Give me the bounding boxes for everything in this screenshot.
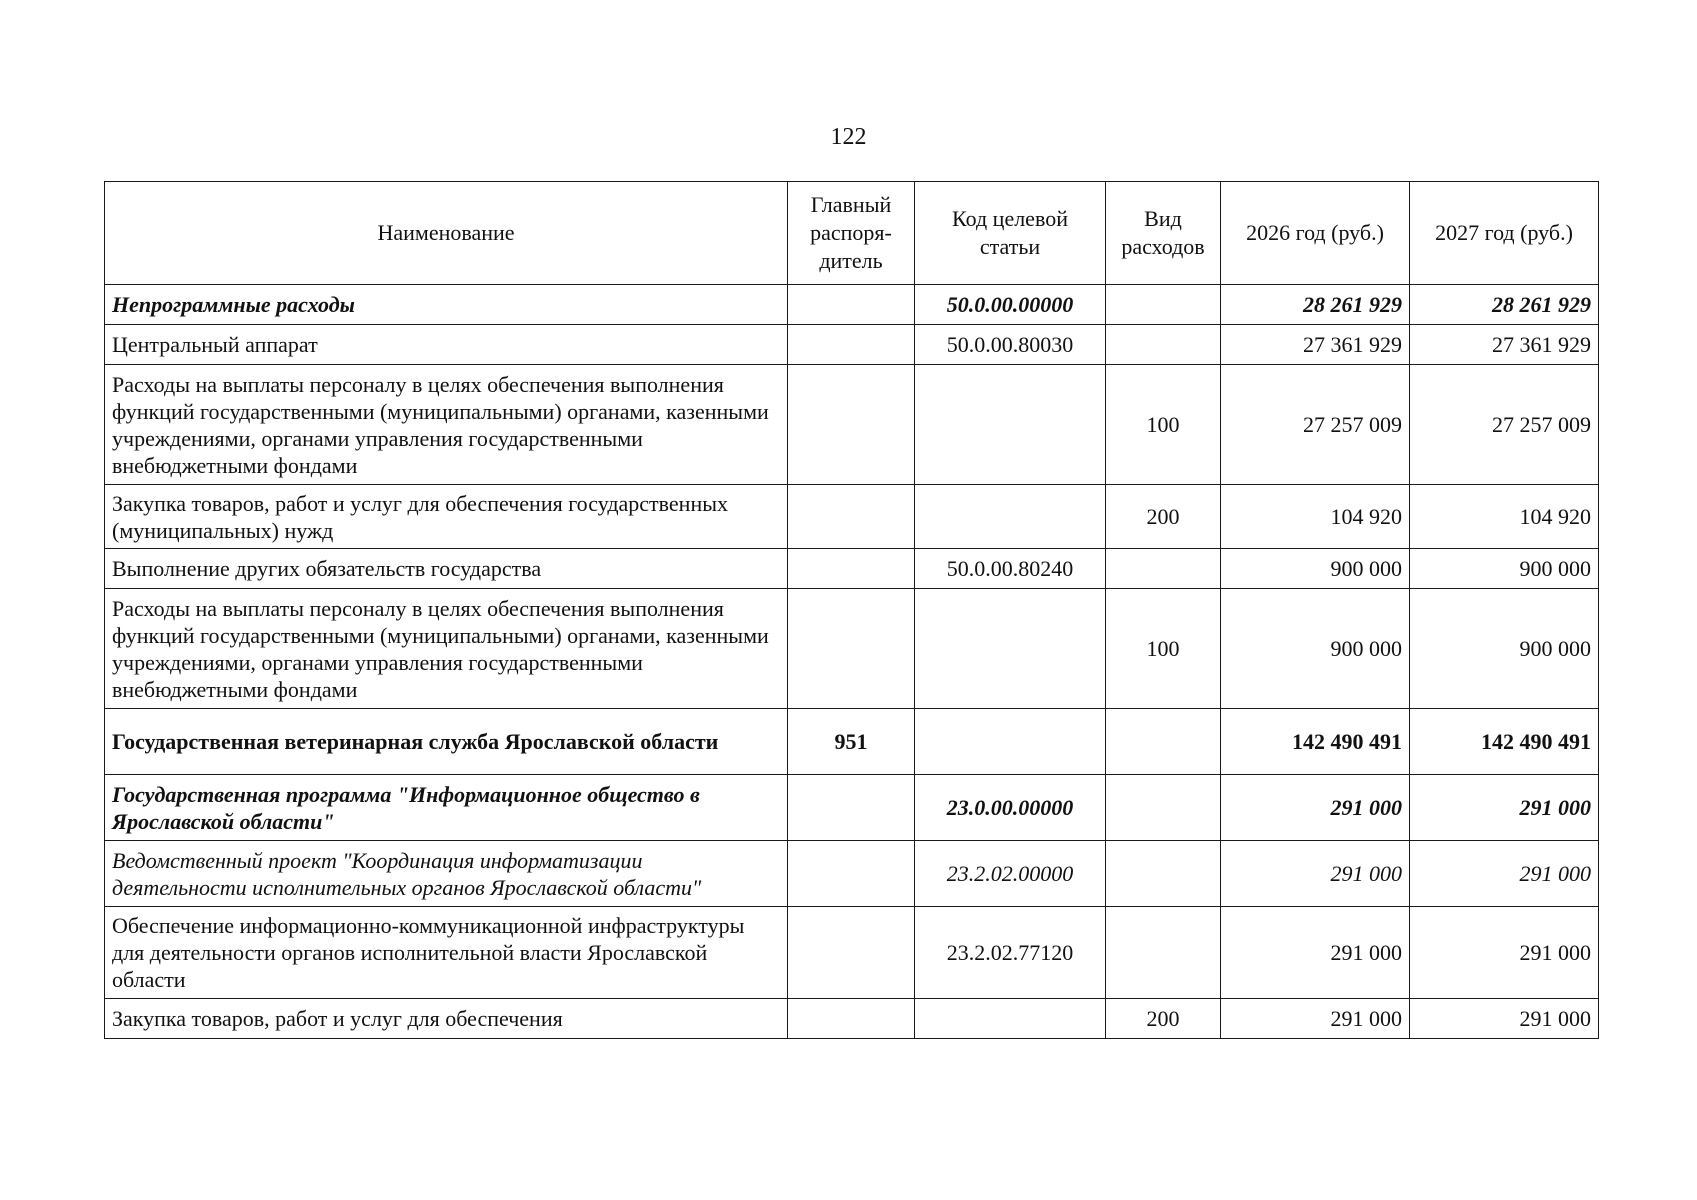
cell-expense-type [1106,285,1221,325]
cell-name: Расходы на выплаты персоналу в целях обеспечения выполнения функций государственными (муниципальными) органами, казенными учреждениями, органами управления государственными внебюджетными фондами [105,589,788,709]
cell-chief-manager [788,907,915,999]
cell-target-code [915,709,1106,775]
cell-chief-manager [788,485,915,549]
cell-chief-manager [788,589,915,709]
cell-expense-type: 100 [1106,589,1221,709]
cell-name: Расходы на выплаты персоналу в целях обеспечения выполнения функций государственными (муниципальными) органами, казенными учреждениями, органами управления государственными внебюджетными фондами [105,365,788,485]
page-number: 122 [830,124,867,150]
table-row [105,841,1599,907]
cell-expense-type: 100 [1106,365,1221,485]
cell-year-2027: 900 000 [1410,589,1599,709]
cell-year-2026: 291 000 [1221,775,1410,841]
table-row [105,485,1599,549]
cell-expense-type [1106,907,1221,999]
header-expense-type: Вид расходов [1106,182,1221,285]
table-row [105,365,1599,485]
cell-year-2026: 291 000 [1221,841,1410,907]
cell-year-2026: 900 000 [1221,549,1410,589]
cell-expense-type [1106,549,1221,589]
cell-expense-type [1106,841,1221,907]
cell-year-2026: 27 361 929 [1221,325,1410,365]
cell-year-2026: 28 261 929 [1221,285,1410,325]
cell-name: Выполнение других обязательств государства [105,549,788,589]
cell-expense-type [1106,709,1221,775]
cell-chief-manager [788,325,915,365]
cell-name: Обеспечение информационно-коммуникационной инфраструктуры для деятельности органов исполнительной власти Ярославской области [105,907,788,999]
cell-year-2026: 104 920 [1221,485,1410,549]
cell-name: Закупка товаров, работ и услуг для обеспечения государственных (муниципальных) нужд [105,485,788,549]
cell-year-2027: 142 490 491 [1410,709,1599,775]
table-row [105,709,1599,775]
cell-year-2027: 900 000 [1410,549,1599,589]
cell-name: Государственная программа "Информационное общество в Ярославской области" [105,775,788,841]
cell-chief-manager [788,775,915,841]
cell-year-2026: 291 000 [1221,907,1410,999]
cell-chief-manager [788,999,915,1039]
table-row [105,589,1599,709]
cell-expense-type [1106,325,1221,365]
cell-year-2026: 900 000 [1221,589,1410,709]
header-year-2027: 2027 год (руб.) [1410,182,1599,285]
budget-table [104,181,1599,1039]
cell-year-2027: 27 361 929 [1410,325,1599,365]
table-header-row [105,182,1599,285]
table-row [105,999,1599,1039]
cell-target-code [915,589,1106,709]
cell-year-2027: 291 000 [1410,841,1599,907]
cell-name: Закупка товаров, работ и услуг для обеспечения [105,999,788,1039]
cell-year-2027: 291 000 [1410,999,1599,1039]
cell-year-2027: 291 000 [1410,907,1599,999]
cell-chief-manager [788,841,915,907]
table-body [105,285,1599,1039]
cell-name: Центральный аппарат [105,325,788,365]
cell-chief-manager: 951 [788,709,915,775]
cell-target-code [915,365,1106,485]
cell-name: Ведомственный проект "Координация информатизации деятельности исполнительных органов Ярославской области" [105,841,788,907]
table-row [105,285,1599,325]
table-row [105,325,1599,365]
header-year-2026: 2026 год (руб.) [1221,182,1410,285]
cell-expense-type: 200 [1106,485,1221,549]
cell-target-code: 50.0.00.00000 [915,285,1106,325]
cell-target-code: 50.0.00.80240 [915,549,1106,589]
table-row [105,775,1599,841]
cell-target-code: 50.0.00.80030 [915,325,1106,365]
cell-name: Государственная ветеринарная служба Ярославской области [105,709,788,775]
table-row [105,549,1599,589]
cell-expense-type: 200 [1106,999,1221,1039]
cell-target-code [915,485,1106,549]
cell-target-code: 23.2.02.00000 [915,841,1106,907]
cell-year-2026: 27 257 009 [1221,365,1410,485]
cell-name: Непрограммные расходы [105,285,788,325]
cell-year-2026: 142 490 491 [1221,709,1410,775]
cell-target-code [915,999,1106,1039]
table-row [105,907,1599,999]
cell-expense-type [1106,775,1221,841]
cell-year-2027: 291 000 [1410,775,1599,841]
cell-chief-manager [788,285,915,325]
cell-target-code: 23.2.02.77120 [915,907,1106,999]
cell-year-2027: 27 257 009 [1410,365,1599,485]
cell-chief-manager [788,365,915,485]
cell-year-2027: 104 920 [1410,485,1599,549]
header-target-code: Код целевой статьи [915,182,1106,285]
cell-year-2027: 28 261 929 [1410,285,1599,325]
header-name: Наименование [105,182,788,285]
header-chief-manager: Главный распоря-дитель [788,182,915,285]
cell-target-code: 23.0.00.00000 [915,775,1106,841]
cell-chief-manager [788,549,915,589]
cell-year-2026: 291 000 [1221,999,1410,1039]
